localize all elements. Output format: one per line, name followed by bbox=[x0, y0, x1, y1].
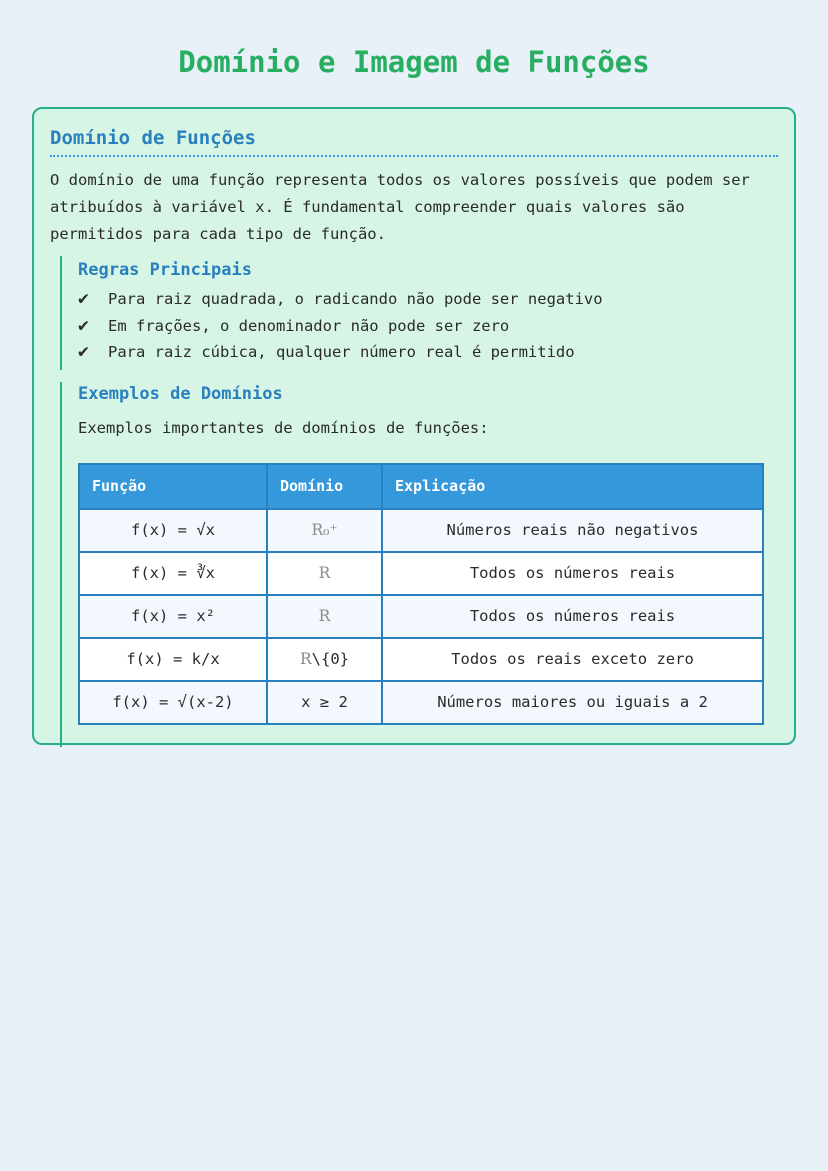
table-header-row bbox=[79, 464, 763, 509]
rule-text: Para raiz quadrada, o radicando não pode ser negativo bbox=[108, 290, 603, 308]
domain-cell bbox=[267, 552, 382, 595]
domain-cell bbox=[267, 638, 382, 681]
examples-block bbox=[60, 382, 778, 747]
function-cell: f(x) = ∛x bbox=[79, 552, 267, 595]
domain-cell bbox=[267, 681, 382, 724]
rule-item bbox=[78, 313, 778, 340]
examples-heading: Exemplos de Domínios bbox=[78, 383, 283, 404]
explanation-cell: Todos os números reais bbox=[382, 552, 763, 595]
examples-intro: Exemplos importantes de domínios de funções: bbox=[78, 418, 489, 437]
explanation-cell: Números maiores ou iguais a 2 bbox=[382, 681, 763, 724]
column-header-function: Função bbox=[79, 464, 267, 509]
set-symbol: R bbox=[318, 564, 331, 582]
function-cell: f(x) = √(x-2) bbox=[79, 681, 267, 724]
function-cell: f(x) = x² bbox=[79, 595, 267, 638]
set-suffix: x ≥ 2 bbox=[301, 693, 348, 711]
rules-block bbox=[60, 256, 778, 370]
function-cell: f(x) = √x bbox=[79, 509, 267, 552]
table-row bbox=[79, 638, 763, 681]
set-symbol: R bbox=[318, 607, 331, 625]
domain-section-card bbox=[32, 107, 796, 745]
rule-text: Em frações, o denominador não pode ser zero bbox=[108, 316, 510, 335]
table-row bbox=[79, 552, 763, 595]
section-intro: O domínio de uma função representa todos os valores possíveis que podem ser atribuídos à variável x. É fundamental compreender quais valores são permitidos para cada tipo de função. bbox=[50, 171, 750, 243]
table-row bbox=[79, 595, 763, 638]
set-suffix: ₀⁺ bbox=[323, 521, 338, 539]
domain-cell bbox=[267, 509, 382, 552]
function-cell: f(x) = k/x bbox=[79, 638, 267, 681]
rule-item bbox=[78, 339, 778, 366]
rule-text: Para raiz cúbica, qualquer número real é permitido bbox=[108, 343, 575, 361]
explanation-cell: Todos os reais exceto zero bbox=[382, 638, 763, 681]
table-row bbox=[79, 509, 763, 552]
rules-heading: Regras Principais bbox=[78, 260, 252, 280]
domain-cell bbox=[267, 595, 382, 638]
column-header-domain: Domínio bbox=[267, 464, 382, 509]
check-icon: ✔ bbox=[78, 341, 89, 362]
explanation-cell: Números reais não negativos bbox=[382, 509, 763, 552]
column-header-explanation: Explicação bbox=[382, 464, 763, 509]
check-icon: ✔ bbox=[78, 288, 89, 309]
set-suffix: \{0} bbox=[311, 650, 349, 668]
check-icon: ✔ bbox=[78, 314, 89, 336]
explanation-cell: Todos os números reais bbox=[382, 595, 763, 638]
section-heading: Domínio de Funções bbox=[50, 125, 778, 157]
domains-table bbox=[78, 463, 764, 725]
page-title: Domínio e Imagem de Funções bbox=[178, 45, 650, 79]
rule-item bbox=[78, 286, 778, 313]
set-symbol: R bbox=[300, 650, 312, 668]
table-row bbox=[79, 681, 763, 724]
rules-list bbox=[78, 286, 778, 366]
set-symbol: R bbox=[311, 521, 324, 539]
